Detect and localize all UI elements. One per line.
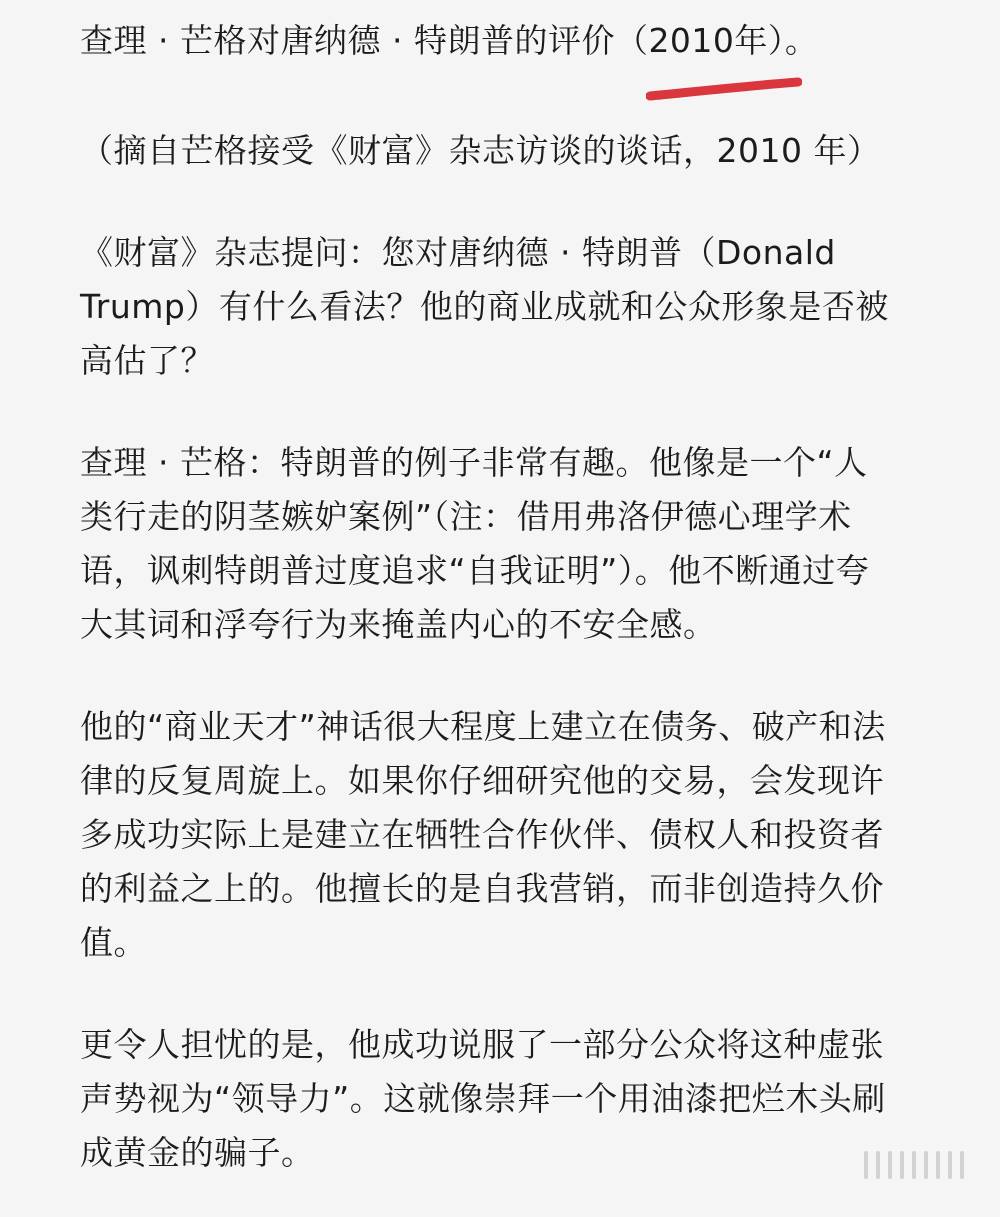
- question-line: Trump）有什么看法？他的商业成就和公众形象是否被: [80, 287, 889, 326]
- answer-line: 律的反复周旋上。如果你仔细研究他的交易，会发现许: [80, 761, 884, 800]
- answer-line: 类行走的阴茎嫉妒案例”（注：借用弗洛伊德心理学术: [80, 497, 852, 536]
- answer-line: 声势视为“领导力”。这就像崇拜一个用油漆把烂木头刷: [80, 1079, 886, 1118]
- question-line: 高估了？: [80, 341, 214, 380]
- source-note: （摘自芒格接受《财富》杂志访谈的谈话，2010 年）: [80, 131, 881, 170]
- answer-line: 更令人担忧的是，他成功说服了一部分公众将这种虚张: [80, 1025, 884, 1064]
- answer-line: 语，讽刺特朗普过度追求“自我证明”）。他不断通过夸: [80, 551, 870, 590]
- title-block: [80, 14, 960, 78]
- answer-paragraph-2: [80, 700, 960, 970]
- answer-line: 多成功实际上是建立在牺牲合作伙伴、债权人和投资者: [80, 815, 884, 854]
- answer-line: 值。: [80, 923, 147, 962]
- question-paragraph: [80, 226, 960, 388]
- answer-line: 他的“商业天才”神话很大程度上建立在债务、破产和法: [80, 707, 886, 746]
- answer-line: 的利益之上的。他擅长的是自我营销，而非创造持久价: [80, 869, 884, 908]
- answer-paragraph-3: [80, 1018, 960, 1180]
- article-title: 查理 · 芒格对唐纳德 · 特朗普的评价（2010年）。: [80, 21, 819, 60]
- answer-paragraph-1: [80, 436, 960, 652]
- question-line: 《财富》杂志提问：您对唐纳德 · 特朗普（Donald: [80, 233, 836, 272]
- red-underline-mark: [646, 72, 802, 106]
- answer-line: 大其词和浮夸行为来掩盖内心的不安全感。: [80, 605, 717, 644]
- answer-line: 成黄金的骗子。: [80, 1133, 315, 1172]
- watermark-mark: [864, 1151, 964, 1179]
- answer-line: 查理 · 芒格：特朗普的例子非常有趣。他像是一个“人: [80, 443, 868, 482]
